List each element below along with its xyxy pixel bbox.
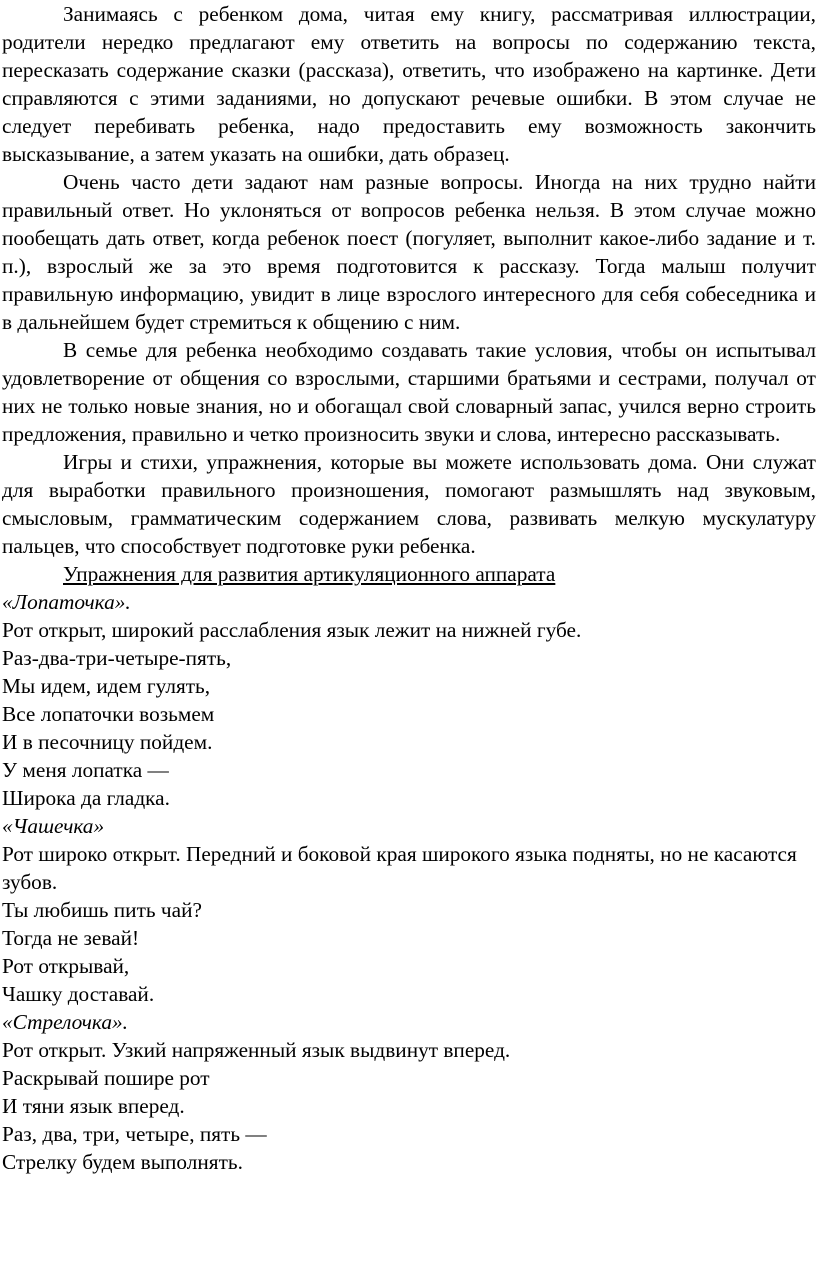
exercise-title: «Лопаточка».	[2, 590, 131, 614]
verse-line: У меня лопатка —	[2, 758, 169, 782]
verse-line: Тогда не зевай!	[2, 926, 140, 950]
verse-line: Раскрывай пошире рот	[2, 1066, 210, 1090]
paragraph-children-questions: Очень часто дети задают нам разные вопросы. Иногда на них трудно найти правильный ответ. Но уклоняться от вопросов ребенка нельзя. В этом случае можно пообещать дать ответ, когда ребенок поест (погуляет, выполнит какое-либо задание и т. п.), взрослый же за это время подготовится к рассказу. Тогда малыш получит правильную информацию, увидит в лице взрослого интересного для себя собеседника и в дальнейшем будет стремиться к общению с ним.	[2, 170, 816, 334]
verse-line: Стрелку будем выполнять.	[2, 1150, 243, 1174]
verse-line: Все лопаточки возьмем	[2, 702, 215, 726]
verse-line: Раз-два-три-четыре-пять,	[2, 646, 232, 670]
exercise-strelochka	[2, 1008, 816, 1176]
verse-line: Рот открывай,	[2, 954, 130, 978]
paragraph-parent-reading: Занимаясь с ребенком дома, читая ему книгу, рассматривая иллюстрации, родители нередко предлагают ему ответить на вопросы по содержанию текста, пересказать содержание сказки (рассказа), ответить, что изображено на картинке. Дети справляются с этими заданиями, но допускают речевые ошибки. В этом случае не следует перебивать ребенка, надо предоставить ему возможность закончить высказывание, а затем указать на ошибки, дать образец.	[2, 2, 816, 166]
verse-line: Раз, два, три, четыре, пять —	[2, 1122, 267, 1146]
verse-line: Мы идем, идем гулять,	[2, 674, 211, 698]
verse-line: И в песочницу пойдем.	[2, 730, 213, 754]
paragraph-games-and-verses: Игры и стихи, упражнения, которые вы можете использовать дома. Они служат для выработки правильного произношения, помогают размышлять над звуковым, смысловым, грамматическим содержанием слова, развивать мелкую мускулатуру пальцев, что способствует подготовке руки ребенка.	[2, 450, 816, 558]
exercise-title: «Стрелочка».	[2, 1010, 128, 1034]
exercise-title: «Чашечка»	[2, 814, 105, 838]
verse-line: Широка да гладка.	[2, 786, 170, 810]
exercise-chashechka	[2, 812, 816, 1008]
exercise-description: Рот открыт. Узкий напряженный язык выдвинут вперед.	[2, 1038, 511, 1062]
exercise-description: Рот широко открыт. Передний и боковой края широкого языка подняты, но не касаются зубов.	[2, 842, 797, 894]
exercise-description: Рот открыт, широкий расслабления язык лежит на нижней губе.	[2, 618, 582, 642]
verse-line: И тяни язык вперед.	[2, 1094, 185, 1118]
verse-line: Чашку доставай.	[2, 982, 155, 1006]
section-heading: Упражнения для развития артикуляционного аппарата	[63, 562, 556, 586]
paragraph-family-conditions: В семье для ребенка необходимо создавать такие условия, чтобы он испытывал удовлетворение от общения со взрослыми, старшими братьями и сестрами, получал от них не только новые знания, но и обогащал свой словарный запас, учился верно строить предложения, правильно и четко произносить звуки и слова, интересно рассказывать.	[2, 338, 816, 446]
verse-line: Ты любишь пить чай?	[2, 898, 202, 922]
exercise-lopatochka	[2, 588, 816, 812]
